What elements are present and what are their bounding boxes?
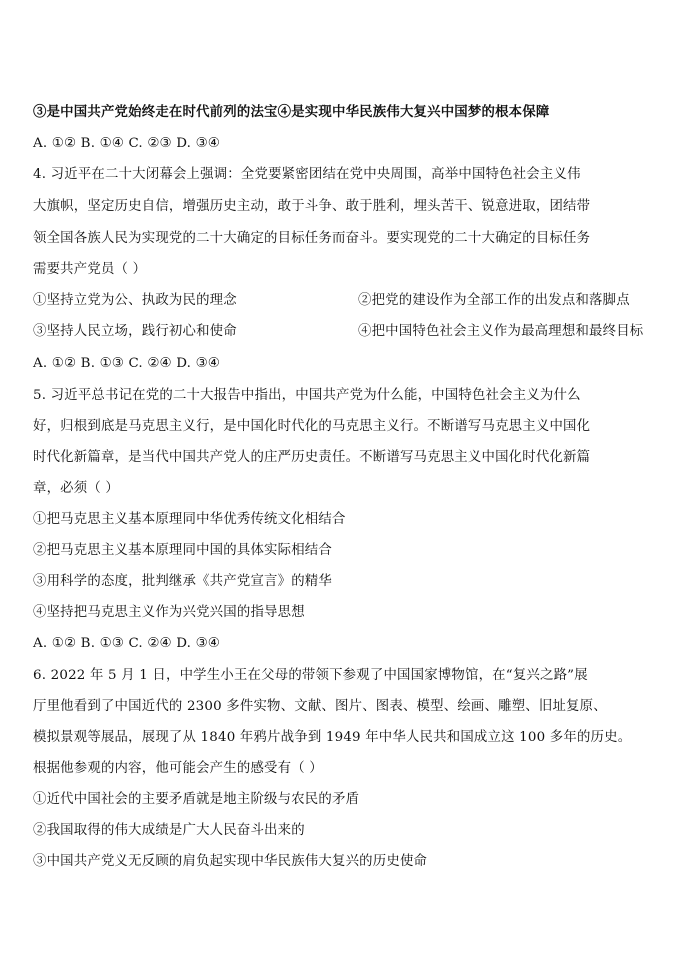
q4-option-3: ③坚持人民立场，践行初心和使命 — [33, 324, 237, 339]
q5-option-2: ②把马克思主义基本原理同中国的具体实际相结合 — [33, 543, 332, 558]
q5-answer-choices: A. ①② B. ①③ C. ②④ D. ③④ — [33, 636, 220, 651]
q4-options-row-2 — [33, 322, 673, 342]
q3-option-line: ③是中国共产党始终走在时代前列的法宝④是实现中华民族伟大复兴中国梦的根本保障 — [33, 104, 550, 120]
q6-stem-line-1: 6. 2022 年 5 月 1 日，中学生小王在父母的带领下参观了中国国家博物馆，在“复兴之路”展 — [33, 668, 588, 683]
q4-option-1: ①坚持立党为公、执政为民的理念 — [33, 293, 237, 308]
q6-option-1: ①近代中国社会的主要矛盾就是地主阶级与农民的矛盾 — [33, 792, 360, 807]
q4-options-row-1 — [33, 291, 673, 311]
q4-option-2: ②把党的建设作为全部工作的出发点和落脚点 — [358, 293, 630, 308]
q5-stem-line-4: 章，必须（ ） — [33, 481, 119, 496]
q5-stem-line-2: 好，归根到底是马克思主义行，是中国化时代化的马克思主义行。不断谱写马克思主义中国化 — [33, 419, 591, 434]
q4-option-4: ④把中国特色社会主义作为最高理想和最终目标 — [358, 324, 644, 339]
q4-answer-choices: A. ①② B. ①③ C. ②④ D. ③④ — [33, 356, 220, 371]
q5-option-1: ①把马克思主义基本原理同中华优秀传统文化相结合 — [33, 512, 346, 527]
q6-stem-line-3: 模拟景观等展品，展现了从 1840 年鸦片战争到 1949 年中华人民共和国成立这 100 多年的历史。 — [33, 730, 632, 745]
q4-stem-line-3: 领全国各族人民为实现党的二十大确定的目标任务而奋斗。要实现党的二十大确定的目标任务 — [33, 231, 591, 246]
q3-answer-choices: A. ①② B. ①④ C. ②③ D. ③④ — [33, 136, 220, 151]
q5-option-4: ④坚持把马克思主义作为兴党兴国的指导思想 — [33, 605, 305, 620]
q4-stem-line-4: 需要共产党员（ ） — [33, 262, 147, 277]
q6-stem-line-2: 厅里他看到了中国近代的 2300 多件实物、文献、图片、图表、模型、绘画、雕塑、旧址复原、 — [33, 699, 607, 714]
q4-stem-line-2: 大旗帜，坚定历史自信，增强历史主动，敢于斗争、敢于胜利，埋头苦干、锐意进取，团结带 — [33, 199, 591, 214]
q6-option-2: ②我国取得的伟大成绩是广大人民奋斗出来的 — [33, 823, 305, 838]
q6-option-3: ③中国共产党义无反顾的肩负起实现中华民族伟大复兴的历史使命 — [33, 854, 428, 869]
q5-option-3: ③用科学的态度，批判继承《共产党宣言》的精华 — [33, 574, 332, 589]
q6-stem-line-4: 根据他参观的内容，他可能会产生的感受有（ ） — [33, 761, 323, 776]
q4-stem-line-1: 4. 习近平在二十大闭幕会上强调：全党要紧密团结在党中央周围，高举中国特色社会主义伟 — [33, 167, 581, 182]
q5-stem-line-3: 时代化新篇章，是当代中国共产党人的庄严历史责任。不断谱写马克思主义中国化时代化新篇 — [33, 450, 591, 465]
q5-stem-line-1: 5. 习近平总书记在党的二十大报告中指出，中国共产党为什么能，中国特色社会主义为什么 — [33, 388, 581, 403]
